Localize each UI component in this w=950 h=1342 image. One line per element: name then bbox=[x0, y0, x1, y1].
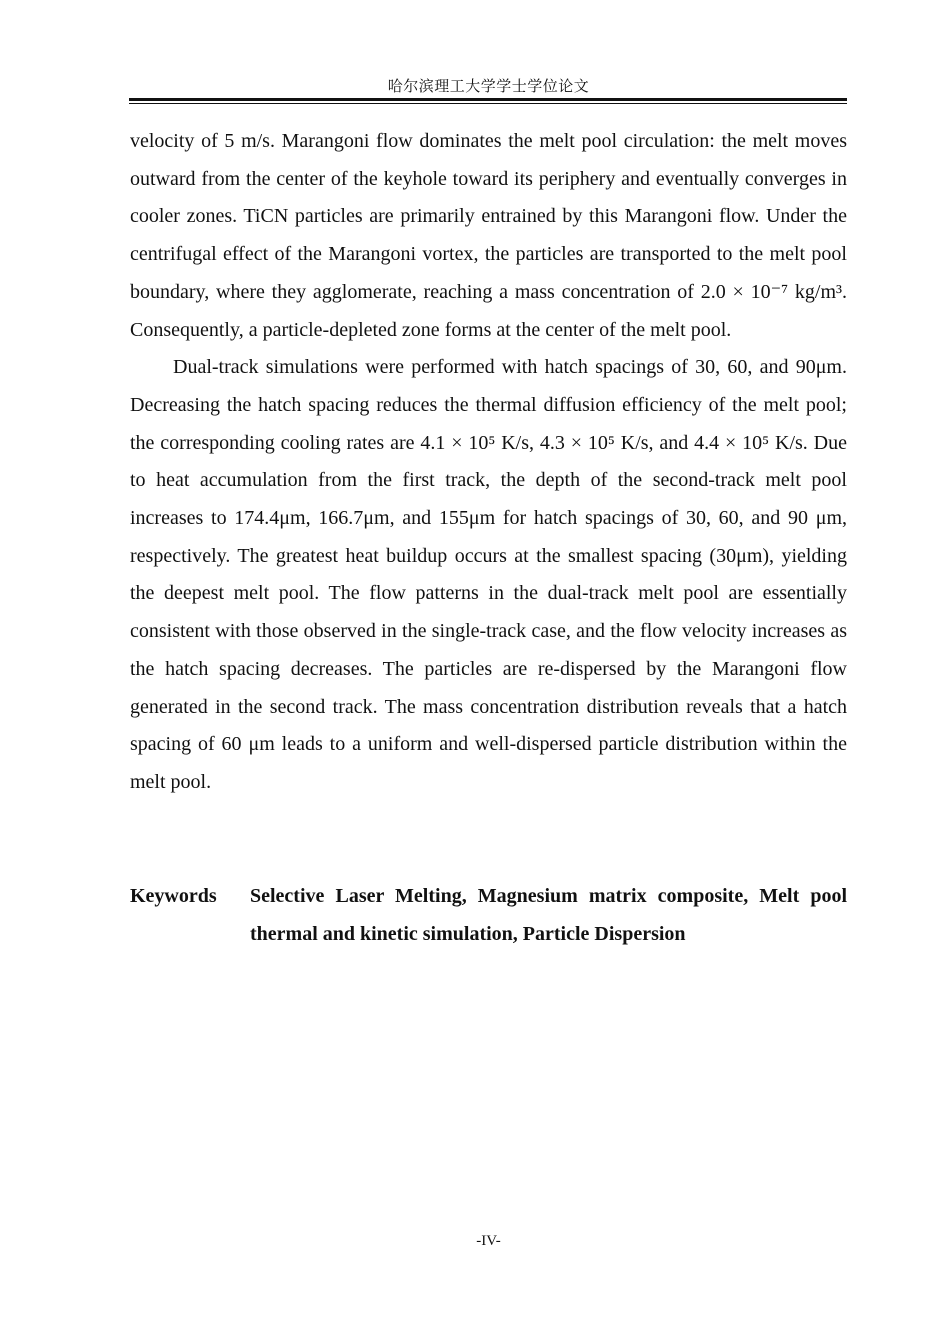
paragraph-2: Dual-track simulations were performed with hatch spacings of 30, 60, and 90μm. Decreasing the hatch spacing reduces the thermal diffusion efficiency of the melt pool; the corresponding cooling rates are 4.1 × 10⁵ K/s, 4.3 × 10⁵ K/s, and 4.4 × 10⁵ K/s. Due to heat accumulation from the first track, the depth of the second-track melt pool increases to 174.4μm, 166.7μm, and 155μm for hatch spacings of 30, 60, and 90 μm, respectively. The greatest heat buildup occurs at the smallest spacing (30μm), yielding the deepest melt pool. The flow patterns in the dual-track melt pool are essentially consistent with those observed in the single-track case, and the flow velocity increases as the hatch spacing decreases. The particles are re-dispersed by the Marangoni flow generated in the second track. The mass concentration distribution reveals that a hatch spacing of 60 μm leads to a uniform and well-dispersed particle distribution within the melt pool. bbox=[130, 356, 847, 793]
keywords-label: Keywords bbox=[130, 885, 217, 907]
keywords-text: Selective Laser Melting, Magnesium matrix composite, Melt pool thermal and kinetic simulation, Particle Dispersion bbox=[250, 885, 847, 945]
running-header: 哈尔滨理工大学学士学位论文 bbox=[387, 79, 590, 95]
header-rule-thick bbox=[129, 98, 847, 101]
header-rule-thin bbox=[129, 103, 847, 104]
page-number: -IV- bbox=[476, 1233, 501, 1249]
abstract-body bbox=[130, 123, 847, 802]
paragraph-1: velocity of 5 m/s. Marangoni flow dominates the melt pool circulation: the melt moves outward from the center of the keyhole toward its periphery and eventually converges in cooler zones. TiCN particles are primarily entrained by this Marangoni flow. Under the centrifugal effect of the Marangoni vortex, the particles are transported to the melt pool boundary, where they agglomerate, reaching a mass concentration of 2.0 × 10⁻⁷ kg/m³. Consequently, a particle-depleted zone forms at the center of the melt pool. bbox=[130, 130, 847, 341]
keywords-block bbox=[130, 877, 847, 953]
